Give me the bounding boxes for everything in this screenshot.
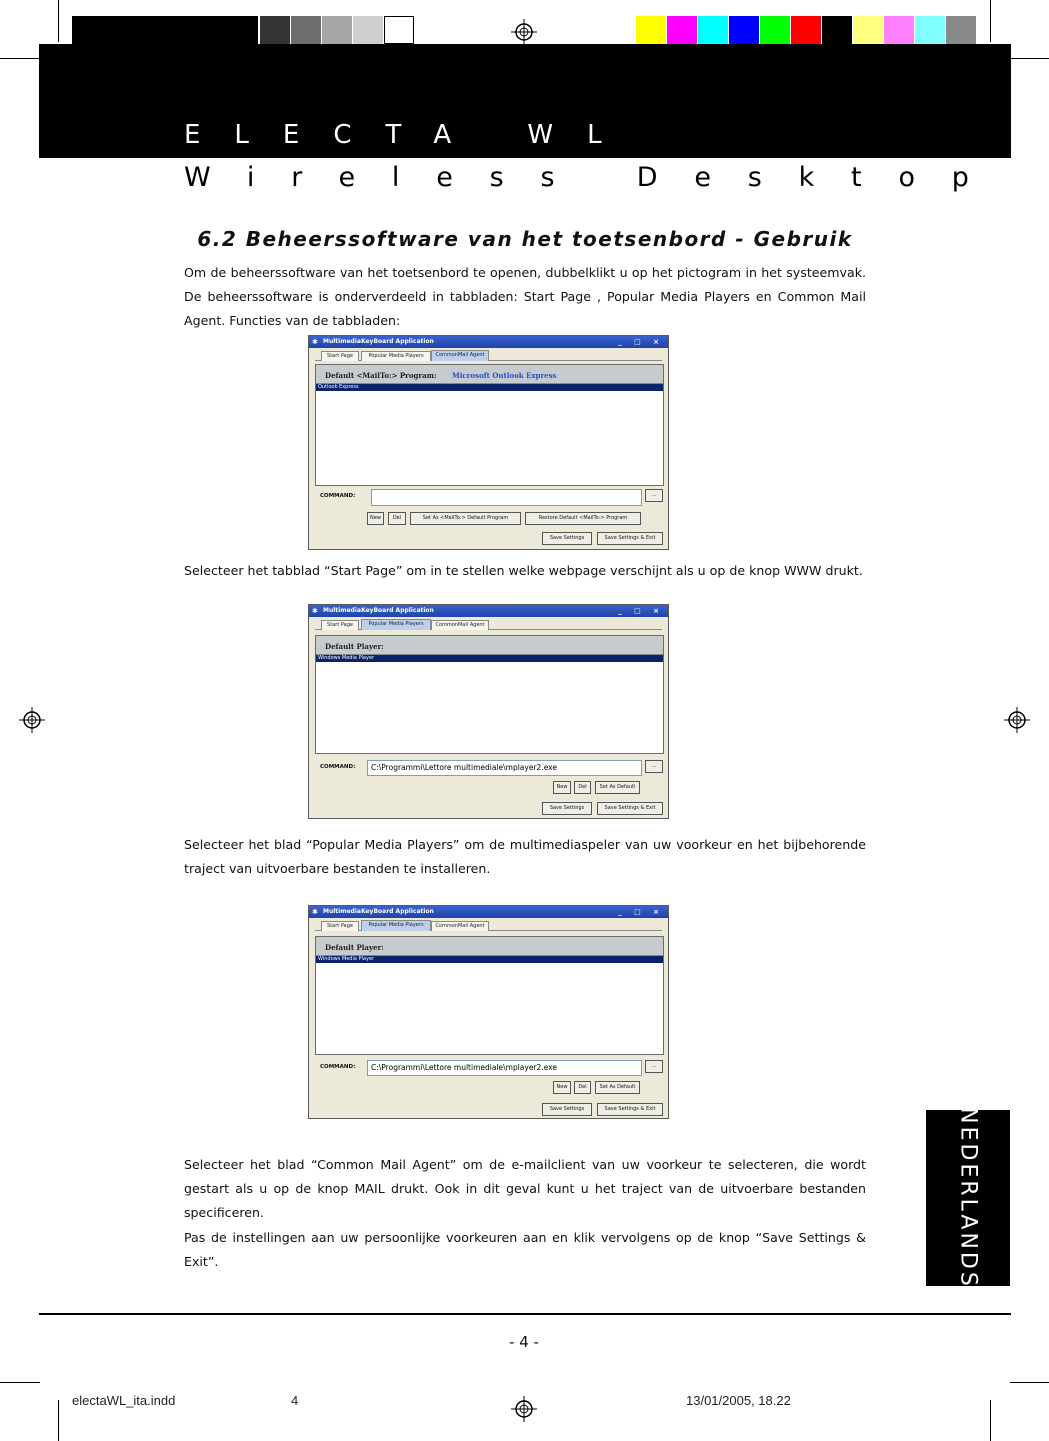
slug-page: 4 [291, 1393, 299, 1408]
crop-mark [58, 1400, 59, 1441]
brand-title: ELECTA WL [184, 120, 636, 150]
new-button[interactable]: New [553, 1081, 571, 1094]
closing-paragraph: Pas de instellingen aan uw persoonlijke voorkeuren aan en klik vervolgens op de knop “Save Settings & Exit”. [184, 1230, 866, 1269]
footer-rule [39, 1313, 1011, 1315]
swatch [822, 16, 852, 44]
save-settings-exit-button[interactable]: Save Settings & Exit [597, 802, 663, 815]
slug-filename: electaWL_ita.indd [72, 1393, 176, 1408]
swatch [291, 16, 321, 44]
registration-mark-icon [19, 707, 45, 733]
panel-header [316, 636, 663, 655]
list-item[interactable]: Windows Media Player [316, 956, 663, 963]
media-players-paragraph: Selecteer het blad “Popular Media Players” om de multimediaspeler van uw voorkeur en het bijbehorende traject van uitvoerbare bestanden te installeren. [184, 837, 866, 876]
app-window-media-players [308, 604, 669, 819]
set-default-button[interactable]: Set As <MailTo:> Default Program [410, 512, 521, 525]
slug-date: 13/01/2005, 18.22 [686, 1393, 791, 1408]
window-titlebar [309, 906, 668, 918]
command-label: COMMAND: [320, 493, 356, 499]
default-player-label: Default Player: [325, 943, 384, 952]
swatch [884, 16, 914, 44]
save-settings-exit-button[interactable]: Save Settings & Exit [597, 1103, 663, 1116]
swatch [760, 16, 790, 44]
command-input[interactable]: C:\Programmi\Lettore multimediale\mplayer2.exe [367, 1060, 642, 1076]
swatch [946, 16, 976, 44]
app-window-mail-agent [308, 335, 669, 550]
swatch [729, 16, 759, 44]
swatch [72, 16, 258, 44]
tab-start-page[interactable]: Start Page [321, 351, 359, 361]
browse-button[interactable]: ... [645, 1060, 663, 1073]
mail-agent-paragraph: Selecteer het blad “Common Mail Agent” om de e-mailclient van uw voorkeur te selecteren, die wordt gestart als u op de knop MAIL drukt. Ook in dit geval kunt u het traject van de uitvoerbare bestanden specificeren. [184, 1157, 866, 1220]
panel-header [316, 937, 663, 956]
window-titlebar [309, 336, 668, 348]
intro-paragraph: Om de beheerssoftware van het toetsenbord te openen, dubbelklikt u op het pictogram in het systeemvak. De beheerssoftware is onderverdeeld in tabbladen: Start Page , Popular Media Players en Common Mail Agent. Functies van de tabbladen: [184, 265, 866, 328]
app-window-media-players-2 [308, 905, 669, 1119]
media-panel [315, 635, 664, 754]
registration-mark-icon [511, 19, 537, 45]
app-icon: ✱ [312, 908, 318, 916]
new-button[interactable]: New [553, 781, 571, 794]
swatch [322, 16, 352, 44]
tab-popular-media-players[interactable]: Popular Media Players [361, 351, 431, 361]
brand-subtitle: Wireless Desktop [184, 162, 1006, 193]
save-settings-button[interactable]: Save Settings [542, 802, 592, 815]
crop-mark [990, 1400, 991, 1441]
list-item[interactable]: Outlook Express [316, 384, 663, 391]
crop-mark [0, 1382, 40, 1383]
swatch [667, 16, 697, 44]
registration-mark-icon [511, 1396, 537, 1422]
restore-default-button[interactable]: Restore Default <MailTo:> Program [525, 512, 641, 525]
window-controls[interactable]: _ □ × [618, 908, 664, 916]
set-default-button[interactable]: Set As Default [595, 781, 640, 794]
swatch [853, 16, 883, 44]
window-title: MultimediaKeyBoard Application [323, 607, 434, 614]
crop-mark [1010, 58, 1049, 59]
crop-mark [0, 58, 40, 59]
save-settings-button[interactable]: Save Settings [542, 532, 592, 545]
tab-start-page[interactable]: Start Page [321, 921, 359, 931]
tab-common-mail-agent[interactable]: CommonMail Agent [431, 350, 489, 361]
crop-mark [1010, 1382, 1049, 1383]
language-side-tab [926, 1107, 1010, 1289]
swatch [384, 16, 414, 44]
browse-button[interactable]: ... [645, 760, 663, 773]
del-button[interactable]: Del [388, 512, 406, 525]
mail-panel [315, 364, 664, 486]
window-title: MultimediaKeyBoard Application [323, 908, 434, 915]
tab-common-mail-agent[interactable]: CommonMail Agent [431, 921, 489, 931]
default-program-label: Default <MailTo:> Program: [325, 371, 437, 380]
tab-popular-media-players[interactable]: Popular Media Players [361, 619, 431, 630]
media-panel [315, 936, 664, 1055]
swatch [915, 16, 945, 44]
save-settings-button[interactable]: Save Settings [542, 1103, 592, 1116]
command-input[interactable] [371, 489, 642, 506]
language-label: NEDERLANDS [955, 1107, 981, 1289]
tab-common-mail-agent[interactable]: CommonMail Agent [431, 620, 489, 630]
command-input[interactable]: C:\Programmi\Lettore multimediale\mplayer2.exe [367, 760, 642, 776]
page-number: - 4 - [509, 1333, 539, 1351]
crop-mark [58, 0, 59, 42]
tab-popular-media-players[interactable]: Popular Media Players [361, 920, 431, 931]
app-icon: ✱ [312, 607, 318, 615]
window-controls[interactable]: _ □ × [618, 607, 664, 615]
browse-button[interactable]: ... [645, 489, 663, 502]
crop-mark [990, 0, 991, 42]
swatch [791, 16, 821, 44]
window-titlebar [309, 605, 668, 617]
app-icon: ✱ [312, 338, 318, 346]
del-button[interactable]: Del [574, 1081, 591, 1094]
swatch [353, 16, 383, 44]
new-button[interactable]: New [367, 512, 384, 525]
save-settings-exit-button[interactable]: Save Settings & Exit [597, 532, 663, 545]
window-title: MultimediaKeyBoard Application [323, 338, 434, 345]
registration-mark-icon [1004, 707, 1030, 733]
panel-header [316, 365, 663, 384]
default-player-label: Default Player: [325, 642, 384, 651]
start-page-paragraph: Selecteer het tabblad “Start Page” om in te stellen welke webpage verschijnt als u op de knop WWW drukt. [184, 563, 863, 578]
section-title: 6.2 Beheerssoftware van het toetsenbord - Gebruik [197, 227, 853, 251]
tab-bar [315, 618, 662, 630]
command-label: COMMAND: [320, 764, 356, 770]
swatch [698, 16, 728, 44]
set-default-button[interactable]: Set As Default [595, 1081, 640, 1094]
tab-bar [315, 349, 662, 361]
tab-bar [315, 919, 662, 931]
del-button[interactable]: Del [574, 781, 591, 794]
swatch [260, 16, 290, 44]
window-controls[interactable]: _ □ × [618, 338, 664, 346]
swatch [636, 16, 666, 44]
default-program-value: Microsoft Outlook Express [452, 371, 557, 380]
command-label: COMMAND: [320, 1064, 356, 1070]
tab-start-page[interactable]: Start Page [321, 620, 359, 630]
list-item[interactable]: Windows Media Player [316, 655, 663, 662]
